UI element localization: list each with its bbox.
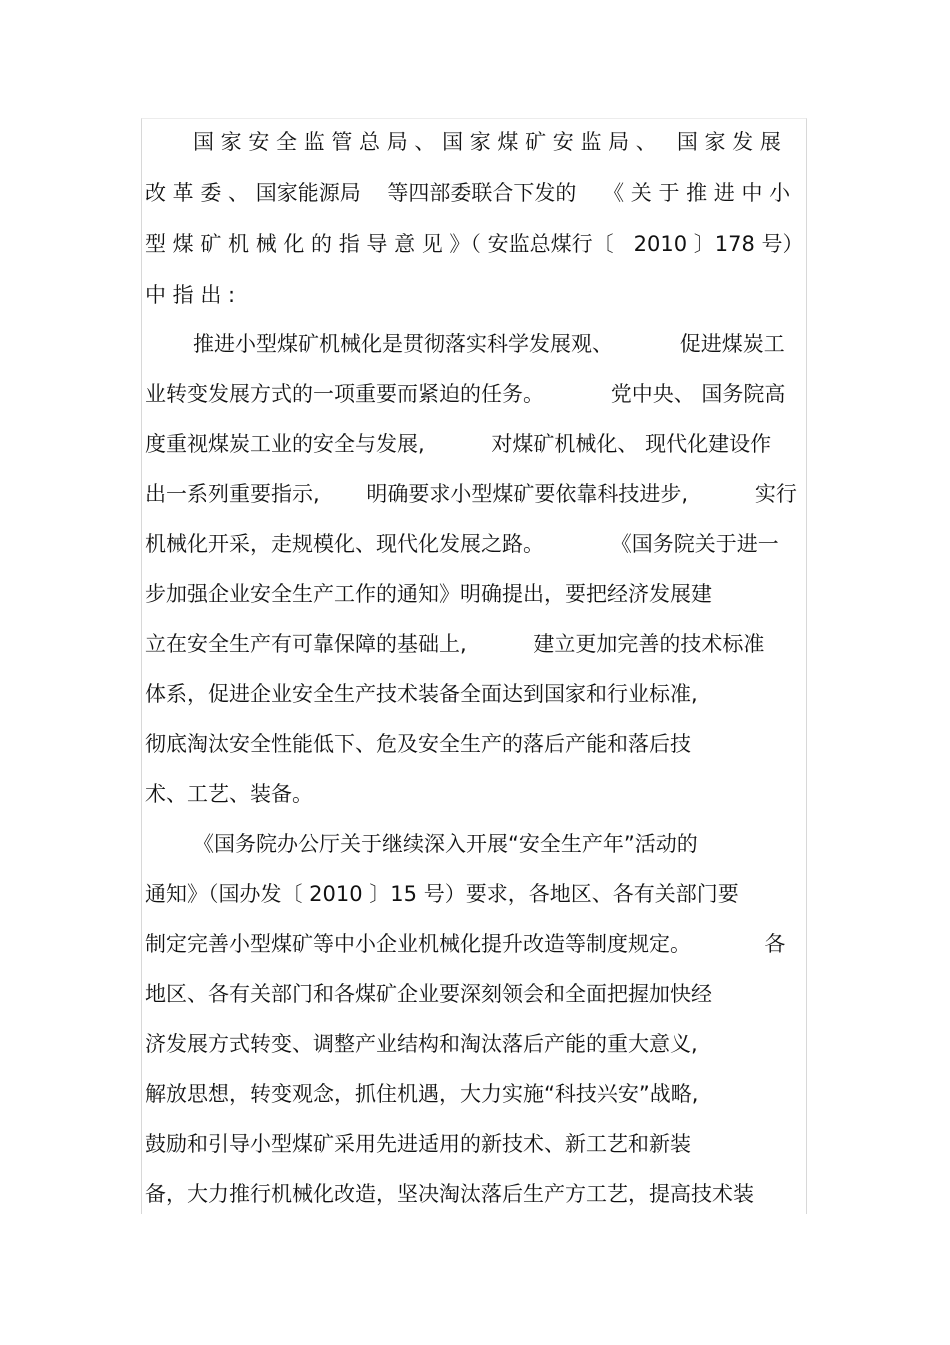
text-line: 立在安全生产有可靠保障的基础上, 建立更加完善的技术标准 <box>145 632 765 656</box>
text-line: 推进小型煤矿机械化是贯彻落实科学发展观、 促进煤炭工 <box>193 332 785 356</box>
text-line: 出一系列重要指示, 明确要求小型煤矿要依靠科技进步, 实行 <box>145 482 797 506</box>
text-line: 型 煤 矿 机 械 化 的 指 导 意 见 》（ 安监总煤行〔 2010 〕178 号） <box>145 232 804 256</box>
text-line: 机械化开采，走规模化、现代化发展之路。 《国务院关于进一 <box>145 532 779 556</box>
text-line: 济发展方式转变、调整产业结构和淘汰落后产能的重大意义, <box>145 1032 698 1056</box>
text-line: 彻底淘汰安全性能低下、危及安全生产的落后产能和落后技 <box>145 732 691 756</box>
text-line: 度重视煤炭工业的安全与发展, 对煤矿机械化、 现代化建设作 <box>145 432 772 456</box>
text-line: 步加强企业安全生产工作的通知》明确提出，要把经济发展建 <box>145 582 712 606</box>
text-line: 备，大力推行机械化改造，坚决淘汰落后生产方工艺，提高技术装 <box>145 1182 754 1206</box>
text-line: 鼓励和引导小型煤矿采用先进适用的新技术、新工艺和新装 <box>145 1132 691 1156</box>
text-line: 业转变发展方式的一项重要而紧迫的任务。 党中央、 国务院高 <box>145 382 786 406</box>
text-line: 中 指 出 : <box>145 283 236 307</box>
text-line: 改 革 委 、 国家能源局 等四部委联合下发的 《 关 于 推 进 中 小 <box>145 181 791 205</box>
text-line: 国 家 安 全 监 管 总 局 、 国 家 煤 矿 安 监 局 、 国 家 发 展 <box>193 130 781 154</box>
text-line: 解放思想，转变观念，抓住机遇，大力实施“科技兴安”战略, <box>145 1082 699 1106</box>
text-line: 术、工艺、装备。 <box>145 782 313 806</box>
text-line: 《国务院办公厅关于继续深入开展“安全生产年”活动的 <box>193 832 698 856</box>
text-line: 通知》（国办发〔 2010 〕15 号）要求，各地区、各有关部门要 <box>145 882 739 906</box>
text-line: 制定完善小型煤矿等中小企业机械化提升改造等制度规定。 各 <box>145 932 786 956</box>
text-line: 地区、各有关部门和各煤矿企业要深刻领会和全面把握加快经 <box>145 982 712 1006</box>
text-line: 体系，促进企业安全生产技术装备全面达到国家和行业标准, <box>145 682 698 706</box>
